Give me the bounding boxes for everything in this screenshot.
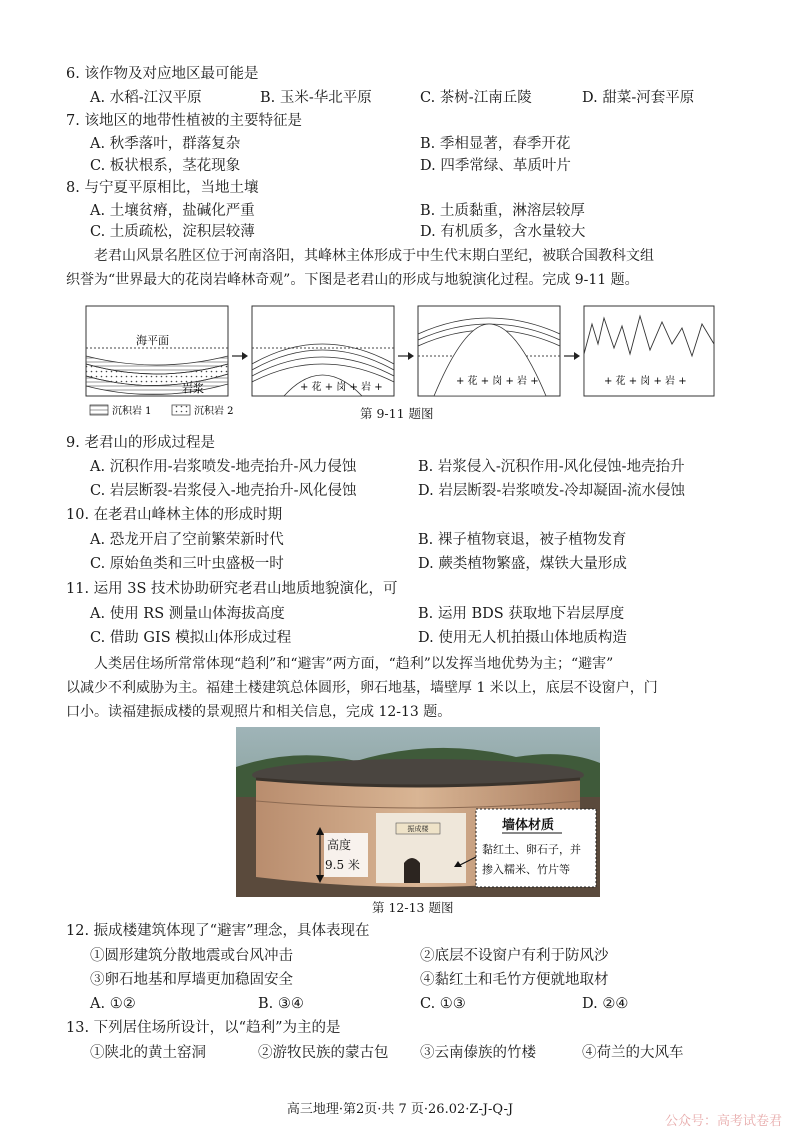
q11-option-a: A. 使用 RS 测量山体海拔高度 <box>90 606 285 622</box>
q13-stem: 13. 下列居住场所设计，以“趋利”为主的是 <box>66 1020 341 1036</box>
figure-caption-9-11: 第 9-11 题图 <box>360 406 434 421</box>
page-footer: 高三地理·第2页·共 7 页·26.02·Z-J-Q-J <box>286 1102 514 1117</box>
q9-option-a: A. 沉积作用-岩浆喷发-地壳抬升-风力侵蚀 <box>90 459 357 475</box>
legend-label-2: 沉积岩 2 <box>194 406 234 417</box>
q8-option-d: D. 有机质多，含水量较大 <box>420 224 586 240</box>
granite-label-2: + 花 + 岗 + 岩 + <box>300 382 383 393</box>
q6-option-c: C. 茶树-江南丘陵 <box>420 90 532 106</box>
panel-1-sedimentation <box>86 306 228 396</box>
q7-option-b: B. 季相显著，春季开花 <box>420 136 571 152</box>
q13-statement-4: ④荷兰的大风车 <box>582 1045 684 1061</box>
q11-option-d: D. 使用无人机拍摄山体地质构造 <box>418 630 627 646</box>
q12-statement-4: ④黏红土和毛竹方便就地取材 <box>420 972 609 988</box>
q6-option-d: D. 甜菜-河套平原 <box>582 90 695 106</box>
intro-paragraph-1 <box>66 244 736 292</box>
sea-level-label: 海平面 <box>136 334 169 347</box>
q6-stem: 6. 该作物及对应地区最可能是 <box>66 66 259 82</box>
intro-paragraph-2 <box>66 652 736 724</box>
q11-option-c: C. 借助 GIS 模拟山体形成过程 <box>90 630 292 646</box>
plaque-text: 振成楼 <box>407 825 429 833</box>
q13-statement-2: ②游牧民族的蒙古包 <box>258 1045 389 1061</box>
q6-option-b: B. 玉米-华北平原 <box>260 90 372 106</box>
intro2-line-3: 口小。读福建振成楼的景观照片和相关信息，完成 12-13 题。 <box>66 704 452 720</box>
tulou-photo <box>236 727 600 897</box>
q9-option-c: C. 岩层断裂-岩浆侵入-地壳抬升-风化侵蚀 <box>90 483 357 499</box>
intro1-line-1: 老君山风景名胜区位于河南洛阳，其峰林主体形成于中生代末期白垩纪，被联合国教科文组 <box>94 248 654 264</box>
q13-statement-1: ①陕北的黄土窑洞 <box>90 1045 206 1061</box>
wall-material-title: 墙体材质 <box>502 818 555 833</box>
q7-stem: 7. 该地区的地带性植被的主要特征是 <box>66 113 302 129</box>
q6-option-a: A. 水稻-江汉平原 <box>90 90 202 106</box>
q7-option-a: A. 秋季落叶，群落复杂 <box>90 136 241 152</box>
q7-option-c: C. 板状根系，茎花现象 <box>90 158 241 174</box>
panel-3-uplift <box>418 306 560 396</box>
q8-stem: 8. 与宁夏平原相比，当地土壤 <box>66 180 259 196</box>
q9-stem: 9. 老君山的形成过程是 <box>66 435 215 451</box>
intro1-line-2: 织誉为“世界最大的花岗岩峰林奇观”。下图是老君山的形成与地貌演化过程。完成 9-11 题。 <box>66 272 639 288</box>
q12-statement-2: ②底层不设窗户有利于防风沙 <box>420 948 609 964</box>
wall-material-line-1: 黏红土、卵石子，并 <box>482 843 581 856</box>
q12-option-c: C. ①③ <box>420 996 466 1012</box>
q12-option-a: A. ①② <box>90 996 136 1012</box>
height-value: 9.5 米 <box>325 858 360 872</box>
q12-stem: 12. 振成楼建筑体现了“避害”理念，具体表现在 <box>66 923 370 939</box>
figure-caption-12-13: 第 12-13 题图 <box>372 900 454 915</box>
q10-option-a: A. 恐龙开启了空前繁荣新时代 <box>90 532 284 548</box>
panel-2-intrusion <box>252 306 394 396</box>
magma-label: 岩浆 <box>182 382 204 395</box>
q10-option-b: B. 裸子植物衰退，被子植物发育 <box>418 532 627 548</box>
panel-4-erosion <box>584 306 714 396</box>
height-label: 高度 <box>327 838 352 852</box>
q12-option-b: B. ③④ <box>258 996 304 1012</box>
q11-option-b: B. 运用 BDS 获取地下岩层厚度 <box>418 606 625 622</box>
intro2-line-1: 人类居住场所常常体现“趋利”和“避害”两方面，“趋利”以发挥当地优势为主；“避害” <box>94 656 614 672</box>
q11-stem: 11. 运用 3S 技术协助研究老君山地质地貌演化，可 <box>66 581 398 597</box>
intro2-line-2: 以减少不利威胁为主。福建土楼建筑总体圆形，卵石地基，墙壁厚 1 米以上，底层不设窗户，门 <box>66 680 658 696</box>
q8-option-b: B. 土质黏重，淋溶层较厚 <box>420 203 585 219</box>
q10-option-d: D. 蕨类植物繁盛，煤铁大量形成 <box>418 556 627 572</box>
q10-option-c: C. 原始鱼类和三叶虫盛极一时 <box>90 556 284 572</box>
q12-statement-1: ①圆形建筑分散地震或台风冲击 <box>90 948 293 964</box>
watermark: 公众号：高考试卷君 <box>664 1114 782 1129</box>
granite-label-3: + 花 + 岗 + 岩 + <box>456 376 539 387</box>
q9-option-b: B. 岩浆侵入-沉积作用-风化侵蚀-地壳抬升 <box>418 459 685 475</box>
q7-option-d: D. 四季常绿、革质叶片 <box>420 158 571 174</box>
legend-label-1: 沉积岩 1 <box>112 406 152 417</box>
q8-option-a: A. 土壤贫瘠，盐碱化严重 <box>90 203 255 219</box>
q12-option-d: D. ②④ <box>582 996 629 1012</box>
q9-option-d: D. 岩层断裂-岩浆喷发-冷却凝固-流水侵蚀 <box>418 483 686 499</box>
figure-legend <box>90 404 234 417</box>
q13-statement-3: ③云南傣族的竹楼 <box>420 1045 536 1061</box>
q12-statement-3: ③卵石地基和厚墙更加稳固安全 <box>90 972 293 988</box>
legend-swatch-2 <box>172 405 190 415</box>
q8-option-c: C. 土质疏松，淀积层较薄 <box>90 224 255 240</box>
wall-material-line-2: 掺入糯米、竹片等 <box>482 863 570 876</box>
legend-swatch-1 <box>90 405 108 415</box>
granite-label-4: + 花 + 岗 + 岩 + <box>604 376 687 387</box>
q10-stem: 10. 在老君山峰林主体的形成时期 <box>66 507 283 523</box>
